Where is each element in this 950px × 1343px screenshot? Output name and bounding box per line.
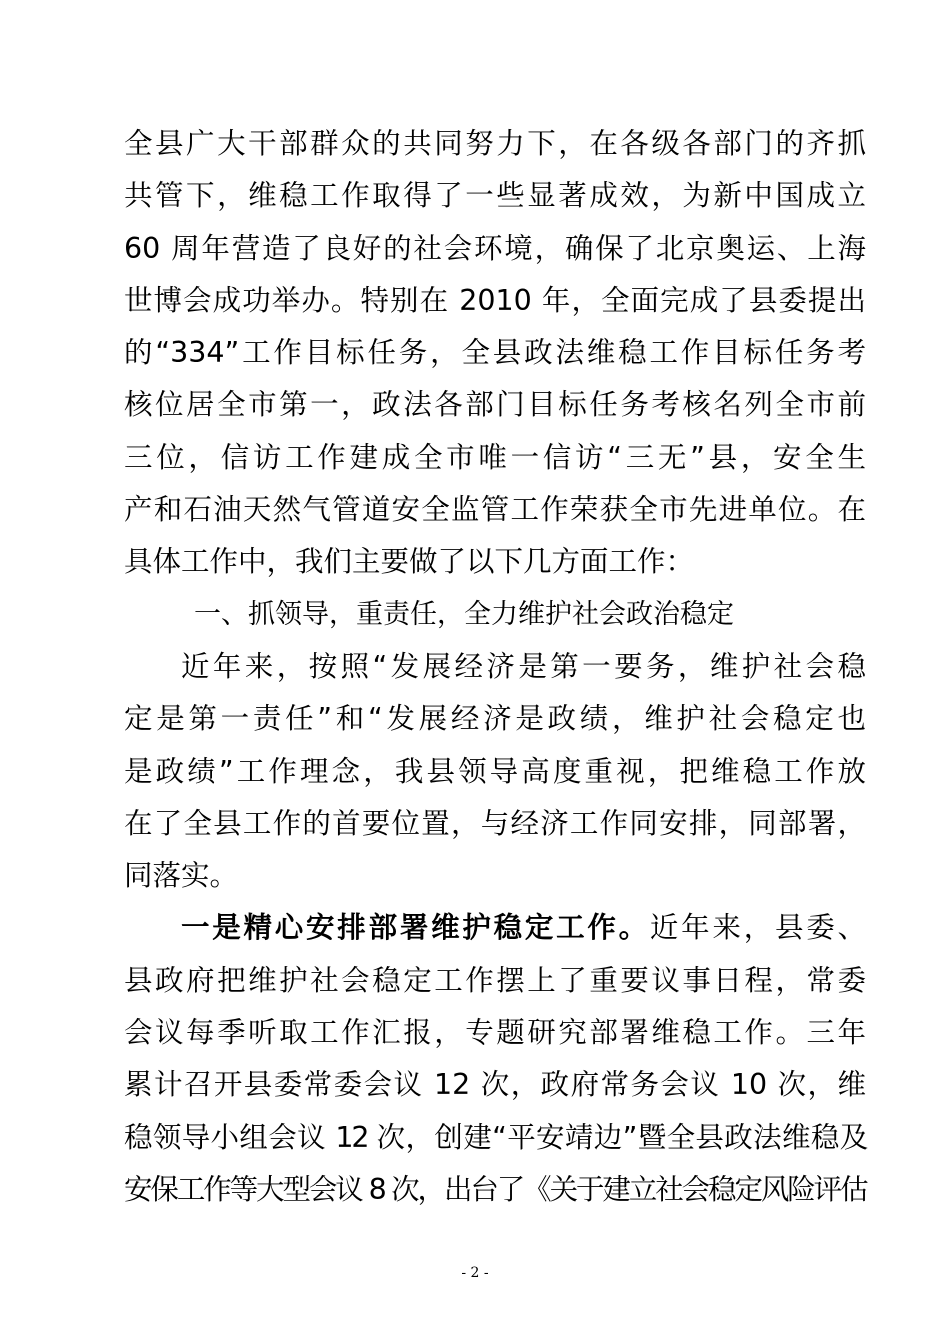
text-line: 定是第一责任”和“发展经济是政绩，维护社会稳定也: [124, 702, 866, 736]
text-line: 近年来，按照“发展经济是第一要务，维护社会稳: [181, 649, 866, 683]
text-line: 全县广大干部群众的共同努力下，在各级各部门的齐抓: [124, 127, 866, 160]
text-line: 产和石油天然气管道安全监管工作荣获全市先进单位。在: [124, 493, 866, 527]
text-line: 是政绩”工作理念，我县领导高度重视，把维稳工作放: [124, 754, 866, 788]
text-line: 世博会成功举办。特别在 2010 年，全面完成了县委提出: [124, 283, 866, 317]
bold-lead-phrase: 一是精心安排部署维护稳定工作。: [181, 911, 650, 945]
text-line: 60 周年营造了良好的社会环境，确保了北京奥运、上海: [124, 231, 866, 265]
text-line: 同落实。: [124, 859, 239, 893]
text-line: 的“334”工作目标任务，全县政法维稳工作目标任务考: [124, 336, 866, 370]
text-line: 三位，信访工作建成全市唯一信访“三无”县，安全生: [124, 440, 866, 474]
text-line: 县政府把维护社会稳定工作摆上了重要议事日程，常委: [124, 963, 866, 997]
text-line: 一是精心安排部署维护稳定工作。近年来，县委、: [181, 911, 866, 945]
text-line: 累计召开县委常委会议 12 次，政府常务会议 10 次，维: [124, 1068, 866, 1102]
text-line: 安保工作等大型会议 8 次，出台了《关于建立社会稳定风险评估: [124, 1172, 866, 1206]
text-line: 在了全县工作的首要位置，与经济工作同安排，同部署，: [124, 806, 866, 840]
text-line: 核位居全市第一，政法各部门目标任务考核名列全市前: [124, 388, 866, 422]
text-line: 稳领导小组会议 12 次，创建“平安靖边”暨全县政法维稳及: [124, 1120, 866, 1154]
text-line: 会议每季听取工作汇报，专题研究部署维稳工作。三年: [124, 1016, 866, 1050]
section-heading: 一、抓领导，重责任，全力维护社会政治稳定: [194, 598, 734, 630]
text-line: 具体工作中，我们主要做了以下几方面工作：: [124, 545, 695, 579]
page-number: - 2 -: [461, 1265, 489, 1281]
text-line: 共管下，维稳工作取得了一些显著成效，为新中国成立: [124, 179, 866, 213]
body-text: [124, 118, 866, 1216]
